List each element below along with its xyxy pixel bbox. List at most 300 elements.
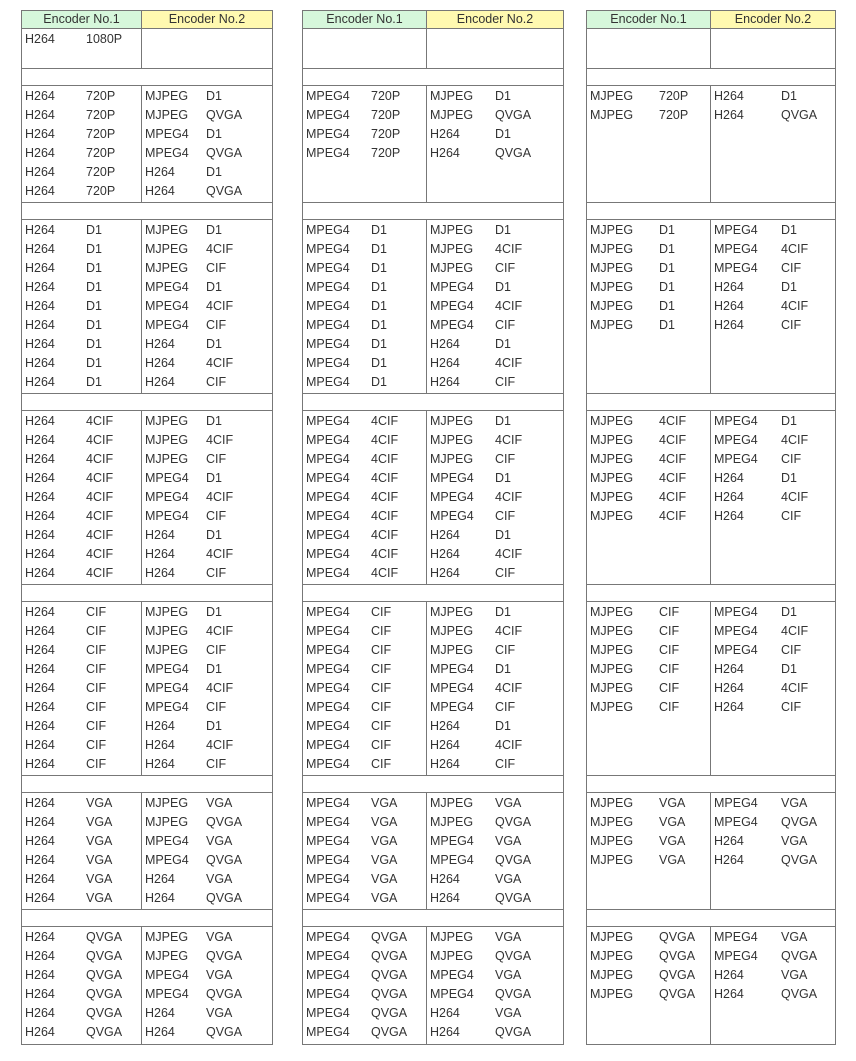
resolution-group bbox=[22, 927, 272, 1044]
codec-label: MJPEG bbox=[590, 949, 634, 963]
codec-label: MPEG4 bbox=[306, 528, 350, 542]
encoder-table-mpeg4 bbox=[302, 10, 564, 1045]
setting-row bbox=[142, 354, 272, 373]
setting-row bbox=[427, 412, 563, 431]
codec-label: MJPEG bbox=[590, 490, 634, 504]
codec-label: MPEG4 bbox=[306, 490, 350, 504]
setting-row bbox=[22, 966, 141, 985]
codec-label: MPEG4 bbox=[306, 375, 350, 389]
setting-row bbox=[711, 240, 835, 259]
resolution-label: 720P bbox=[86, 184, 116, 198]
encoder1-column bbox=[22, 86, 142, 202]
setting-row bbox=[303, 545, 426, 564]
setting-row bbox=[711, 488, 835, 507]
group-separator bbox=[22, 776, 272, 793]
group-separator bbox=[587, 585, 835, 602]
resolution-label: 4CIF bbox=[371, 433, 399, 447]
group-separator bbox=[22, 394, 272, 411]
setting-row bbox=[22, 431, 141, 450]
setting-row bbox=[427, 125, 563, 144]
codec-label: MJPEG bbox=[145, 796, 189, 810]
setting-row bbox=[142, 698, 272, 717]
codec-label: MJPEG bbox=[145, 261, 189, 275]
setting-row bbox=[22, 603, 141, 622]
setting-row bbox=[303, 813, 426, 832]
codec-label: MPEG4 bbox=[430, 987, 474, 1001]
codec-label: H264 bbox=[25, 223, 55, 237]
group-separator bbox=[587, 69, 835, 86]
setting-row bbox=[22, 660, 141, 679]
setting-row bbox=[587, 507, 710, 526]
resolution-label: QVGA bbox=[86, 930, 123, 944]
setting-row bbox=[427, 450, 563, 469]
setting-row bbox=[142, 278, 272, 297]
resolution-label: VGA bbox=[206, 796, 233, 810]
setting-row bbox=[142, 526, 272, 545]
resolution-label: 4CIF bbox=[371, 490, 399, 504]
codec-label: H264 bbox=[25, 356, 55, 370]
setting-row bbox=[587, 928, 710, 947]
codec-label: MPEG4 bbox=[430, 318, 474, 332]
encoder2-column bbox=[427, 220, 563, 393]
codec-label: MJPEG bbox=[145, 930, 189, 944]
codec-label: MPEG4 bbox=[145, 318, 189, 332]
codec-label: H264 bbox=[145, 891, 175, 905]
setting-row bbox=[142, 450, 272, 469]
resolution-label: VGA bbox=[86, 834, 113, 848]
resolution-label: D1 bbox=[371, 299, 387, 313]
resolution-label: 4CIF bbox=[206, 547, 234, 561]
codec-label: MPEG4 bbox=[306, 89, 350, 103]
resolution-label: VGA bbox=[371, 834, 398, 848]
setting-row bbox=[427, 679, 563, 698]
encoder2-column bbox=[711, 793, 835, 909]
resolution-label: 4CIF bbox=[495, 681, 523, 695]
setting-row bbox=[711, 660, 835, 679]
group-separator bbox=[303, 776, 563, 793]
codec-label: MPEG4 bbox=[430, 700, 474, 714]
resolution-label: D1 bbox=[86, 375, 102, 389]
setting-row bbox=[711, 259, 835, 278]
setting-row bbox=[587, 603, 710, 622]
setting-row bbox=[303, 259, 426, 278]
resolution-label: 4CIF bbox=[781, 681, 809, 695]
codec-label: MPEG4 bbox=[306, 987, 350, 1001]
codec-label: H264 bbox=[25, 32, 55, 46]
resolution-group bbox=[22, 86, 272, 203]
resolution-label: QVGA bbox=[495, 815, 532, 829]
codec-label: MPEG4 bbox=[430, 834, 474, 848]
resolution-label: 4CIF bbox=[495, 738, 523, 752]
codec-label: H264 bbox=[25, 834, 55, 848]
setting-row bbox=[711, 794, 835, 813]
setting-row bbox=[587, 221, 710, 240]
codec-label: MJPEG bbox=[590, 414, 634, 428]
codec-label: H264 bbox=[25, 452, 55, 466]
codec-label: H264 bbox=[25, 796, 55, 810]
setting-row bbox=[303, 717, 426, 736]
setting-row bbox=[587, 316, 710, 335]
setting-row bbox=[711, 641, 835, 660]
setting-row bbox=[427, 507, 563, 526]
setting-row bbox=[587, 622, 710, 641]
codec-label: MPEG4 bbox=[714, 930, 758, 944]
codec-label: H264 bbox=[714, 108, 744, 122]
setting-row bbox=[587, 431, 710, 450]
codec-label: MPEG4 bbox=[430, 509, 474, 523]
resolution-label: 4CIF bbox=[206, 681, 234, 695]
codec-label: H264 bbox=[25, 165, 55, 179]
codec-label: H264 bbox=[25, 566, 55, 580]
resolution-label: CIF bbox=[86, 624, 107, 638]
setting-row bbox=[427, 335, 563, 354]
codec-label: MPEG4 bbox=[306, 624, 350, 638]
resolution-label: QVGA bbox=[659, 968, 696, 982]
codec-label: H264 bbox=[25, 242, 55, 256]
group-separator bbox=[22, 585, 272, 602]
setting-row bbox=[142, 832, 272, 851]
codec-label: MPEG4 bbox=[306, 509, 350, 523]
codec-label: MPEG4 bbox=[145, 509, 189, 523]
codec-label: MPEG4 bbox=[306, 146, 350, 160]
setting-row bbox=[427, 966, 563, 985]
setting-row bbox=[303, 526, 426, 545]
codec-label: H264 bbox=[25, 528, 55, 542]
resolution-label: QVGA bbox=[371, 987, 408, 1001]
setting-row bbox=[22, 316, 141, 335]
resolution-label: D1 bbox=[659, 299, 675, 313]
setting-row bbox=[711, 221, 835, 240]
resolution-label: 4CIF bbox=[659, 490, 687, 504]
setting-row bbox=[142, 564, 272, 583]
setting-row bbox=[427, 564, 563, 583]
codec-label: H264 bbox=[430, 547, 460, 561]
setting-row bbox=[303, 507, 426, 526]
codec-label: H264 bbox=[430, 337, 460, 351]
codec-label: MJPEG bbox=[430, 949, 474, 963]
codec-label: MJPEG bbox=[145, 643, 189, 657]
codec-label: H264 bbox=[25, 605, 55, 619]
codec-label: H264 bbox=[25, 872, 55, 886]
encoder-table-h264 bbox=[21, 10, 273, 1045]
codec-label: MJPEG bbox=[145, 452, 189, 466]
encoder1-column bbox=[303, 86, 427, 202]
setting-row bbox=[711, 469, 835, 488]
codec-label: MPEG4 bbox=[306, 280, 350, 294]
codec-label: MPEG4 bbox=[145, 681, 189, 695]
codec-label: MJPEG bbox=[145, 624, 189, 638]
resolution-label: VGA bbox=[781, 796, 808, 810]
encoder2-header: Encoder No.2 bbox=[711, 11, 835, 28]
setting-row bbox=[587, 469, 710, 488]
group-separator bbox=[587, 394, 835, 411]
encoder1-column bbox=[303, 602, 427, 775]
resolution-label: 4CIF bbox=[206, 433, 234, 447]
setting-row bbox=[303, 1004, 426, 1023]
setting-row bbox=[587, 985, 710, 1004]
encoder1-column bbox=[303, 927, 427, 1044]
codec-label: H264 bbox=[714, 89, 744, 103]
setting-row bbox=[303, 87, 426, 106]
setting-row bbox=[587, 794, 710, 813]
resolution-label: D1 bbox=[781, 471, 797, 485]
setting-row bbox=[587, 412, 710, 431]
resolution-label: VGA bbox=[206, 872, 233, 886]
encoder2-column bbox=[142, 220, 272, 393]
codec-label: MPEG4 bbox=[145, 299, 189, 313]
codec-label: H264 bbox=[145, 1006, 175, 1020]
codec-label: MPEG4 bbox=[714, 452, 758, 466]
setting-row bbox=[303, 603, 426, 622]
codec-label: MJPEG bbox=[430, 89, 474, 103]
resolution-label: D1 bbox=[206, 719, 222, 733]
encoder1-column bbox=[303, 793, 427, 909]
resolution-label: 4CIF bbox=[206, 242, 234, 256]
encoder1-column bbox=[22, 602, 142, 775]
resolution-label: D1 bbox=[86, 280, 102, 294]
codec-label: H264 bbox=[714, 700, 744, 714]
resolution-label: CIF bbox=[781, 261, 802, 275]
codec-label: MPEG4 bbox=[145, 662, 189, 676]
codec-label: H264 bbox=[145, 184, 175, 198]
resolution-label: CIF bbox=[371, 681, 392, 695]
codec-label: H264 bbox=[25, 738, 55, 752]
codec-label: H264 bbox=[145, 356, 175, 370]
codec-label: MPEG4 bbox=[145, 490, 189, 504]
setting-row bbox=[142, 679, 272, 698]
codec-label: H264 bbox=[430, 872, 460, 886]
resolution-label: QVGA bbox=[659, 949, 696, 963]
setting-row bbox=[22, 87, 141, 106]
codec-label: H264 bbox=[25, 261, 55, 275]
setting-row bbox=[22, 813, 141, 832]
setting-row bbox=[22, 545, 141, 564]
codec-label: MJPEG bbox=[590, 624, 634, 638]
setting-row bbox=[303, 450, 426, 469]
codec-label: MJPEG bbox=[590, 796, 634, 810]
setting-row bbox=[303, 755, 426, 774]
setting-row bbox=[587, 278, 710, 297]
resolution-label: VGA bbox=[495, 872, 522, 886]
codec-label: MJPEG bbox=[430, 605, 474, 619]
codec-label: MJPEG bbox=[145, 223, 189, 237]
codec-label: H264 bbox=[25, 318, 55, 332]
codec-label: H264 bbox=[430, 891, 460, 905]
codec-label: MJPEG bbox=[145, 605, 189, 619]
resolution-label: CIF bbox=[659, 700, 680, 714]
encoder2-column bbox=[142, 602, 272, 775]
codec-label: MPEG4 bbox=[145, 471, 189, 485]
resolution-group bbox=[587, 602, 835, 776]
setting-row bbox=[711, 278, 835, 297]
table-header bbox=[587, 11, 835, 29]
encoder2-header: Encoder No.2 bbox=[142, 11, 272, 28]
resolution-label: CIF bbox=[86, 700, 107, 714]
setting-row bbox=[303, 736, 426, 755]
codec-label: MJPEG bbox=[590, 261, 634, 275]
setting-row bbox=[711, 813, 835, 832]
codec-label: MJPEG bbox=[430, 930, 474, 944]
resolution-group bbox=[22, 602, 272, 776]
resolution-label: 4CIF bbox=[659, 471, 687, 485]
resolution-label: VGA bbox=[659, 796, 686, 810]
codec-label: H264 bbox=[25, 643, 55, 657]
setting-row bbox=[587, 851, 710, 870]
group-separator bbox=[587, 910, 835, 927]
resolution-label: 4CIF bbox=[495, 356, 523, 370]
setting-row bbox=[142, 717, 272, 736]
codec-label: MJPEG bbox=[590, 509, 634, 523]
resolution-label: VGA bbox=[781, 930, 808, 944]
resolution-label: CIF bbox=[86, 719, 107, 733]
setting-row bbox=[22, 259, 141, 278]
setting-row bbox=[587, 297, 710, 316]
setting-row bbox=[303, 794, 426, 813]
group-separator bbox=[587, 203, 835, 220]
group-separator bbox=[22, 69, 272, 86]
codec-label: MPEG4 bbox=[306, 452, 350, 466]
setting-row bbox=[427, 736, 563, 755]
resolution-label: QVGA bbox=[659, 930, 696, 944]
group-separator bbox=[587, 776, 835, 793]
setting-row bbox=[711, 412, 835, 431]
resolution-label: 4CIF bbox=[86, 433, 114, 447]
setting-row bbox=[22, 240, 141, 259]
codec-label: MJPEG bbox=[590, 433, 634, 447]
setting-row bbox=[22, 507, 141, 526]
resolution-group bbox=[303, 927, 563, 1044]
resolution-label: 4CIF bbox=[206, 624, 234, 638]
codec-label: MPEG4 bbox=[306, 337, 350, 351]
setting-row bbox=[427, 221, 563, 240]
setting-row bbox=[303, 679, 426, 698]
setting-row bbox=[22, 488, 141, 507]
codec-label: MJPEG bbox=[430, 643, 474, 657]
setting-row bbox=[427, 259, 563, 278]
setting-row bbox=[711, 297, 835, 316]
codec-label: MJPEG bbox=[430, 815, 474, 829]
encoder1-column bbox=[587, 602, 711, 775]
resolution-label: 4CIF bbox=[495, 547, 523, 561]
codec-label: MPEG4 bbox=[430, 471, 474, 485]
codec-label: H264 bbox=[25, 375, 55, 389]
codec-label: H264 bbox=[25, 1025, 55, 1039]
codec-label: MPEG4 bbox=[306, 1006, 350, 1020]
codec-label: H264 bbox=[25, 184, 55, 198]
setting-row bbox=[303, 851, 426, 870]
codec-label: H264 bbox=[430, 127, 460, 141]
resolution-label: QVGA bbox=[86, 987, 123, 1001]
resolution-label: QVGA bbox=[371, 930, 408, 944]
resolution-label: D1 bbox=[495, 337, 511, 351]
resolution-label: D1 bbox=[371, 375, 387, 389]
setting-row bbox=[711, 622, 835, 641]
codec-label: H264 bbox=[714, 299, 744, 313]
setting-row bbox=[427, 545, 563, 564]
codec-label: H264 bbox=[25, 127, 55, 141]
group-separator bbox=[303, 203, 563, 220]
resolution-label: CIF bbox=[86, 662, 107, 676]
resolution-label: QVGA bbox=[206, 987, 243, 1001]
codec-label: H264 bbox=[430, 1006, 460, 1020]
resolution-label: QVGA bbox=[206, 853, 243, 867]
resolution-label: QVGA bbox=[206, 949, 243, 963]
resolution-label: D1 bbox=[86, 356, 102, 370]
setting-row bbox=[22, 755, 141, 774]
encoder2-column bbox=[142, 29, 272, 68]
codec-label: H264 bbox=[25, 1006, 55, 1020]
encoder2-column bbox=[427, 411, 563, 584]
codec-label: MPEG4 bbox=[714, 242, 758, 256]
resolution-label: CIF bbox=[659, 662, 680, 676]
encoder-table-mjpeg bbox=[586, 10, 836, 1045]
resolution-label: 4CIF bbox=[781, 490, 809, 504]
resolution-label: 4CIF bbox=[781, 242, 809, 256]
setting-row bbox=[427, 660, 563, 679]
setting-row bbox=[22, 679, 141, 698]
setting-row bbox=[427, 832, 563, 851]
resolution-label: CIF bbox=[495, 318, 516, 332]
codec-label: MPEG4 bbox=[306, 547, 350, 561]
codec-label: MPEG4 bbox=[714, 605, 758, 619]
resolution-label: CIF bbox=[371, 719, 392, 733]
codec-label: MJPEG bbox=[430, 452, 474, 466]
encoder2-column bbox=[142, 793, 272, 909]
resolution-label: D1 bbox=[371, 261, 387, 275]
setting-row bbox=[22, 832, 141, 851]
codec-label: MJPEG bbox=[145, 414, 189, 428]
resolution-group bbox=[22, 220, 272, 394]
resolution-label: QVGA bbox=[206, 184, 243, 198]
setting-row bbox=[427, 603, 563, 622]
resolution-label: D1 bbox=[371, 356, 387, 370]
setting-row bbox=[22, 412, 141, 431]
resolution-label: QVGA bbox=[495, 1025, 532, 1039]
resolution-label: VGA bbox=[206, 1006, 233, 1020]
resolution-label: CIF bbox=[86, 757, 107, 771]
resolution-label: CIF bbox=[371, 738, 392, 752]
codec-label: MPEG4 bbox=[306, 1025, 350, 1039]
resolution-label: 4CIF bbox=[86, 452, 114, 466]
setting-row bbox=[22, 163, 141, 182]
codec-label: MJPEG bbox=[590, 471, 634, 485]
codec-label: MJPEG bbox=[430, 433, 474, 447]
codec-label: H264 bbox=[145, 547, 175, 561]
codec-label: MJPEG bbox=[430, 223, 474, 237]
setting-row bbox=[142, 87, 272, 106]
setting-row bbox=[142, 488, 272, 507]
codec-label: MJPEG bbox=[430, 261, 474, 275]
resolution-label: VGA bbox=[781, 968, 808, 982]
setting-row bbox=[22, 794, 141, 813]
codec-label: H264 bbox=[714, 681, 744, 695]
codec-label: MPEG4 bbox=[306, 127, 350, 141]
resolution-label: VGA bbox=[495, 834, 522, 848]
codec-label: H264 bbox=[430, 146, 460, 160]
resolution-label: QVGA bbox=[781, 987, 818, 1001]
setting-row bbox=[427, 947, 563, 966]
setting-row bbox=[142, 1004, 272, 1023]
codec-label: H264 bbox=[25, 624, 55, 638]
resolution-label: D1 bbox=[86, 318, 102, 332]
resolution-label: D1 bbox=[781, 89, 797, 103]
codec-label: H264 bbox=[430, 566, 460, 580]
codec-label: H264 bbox=[25, 547, 55, 561]
resolution-label: CIF bbox=[781, 643, 802, 657]
resolution-label: QVGA bbox=[495, 949, 532, 963]
encoder1-column bbox=[587, 411, 711, 584]
resolution-label: VGA bbox=[781, 834, 808, 848]
